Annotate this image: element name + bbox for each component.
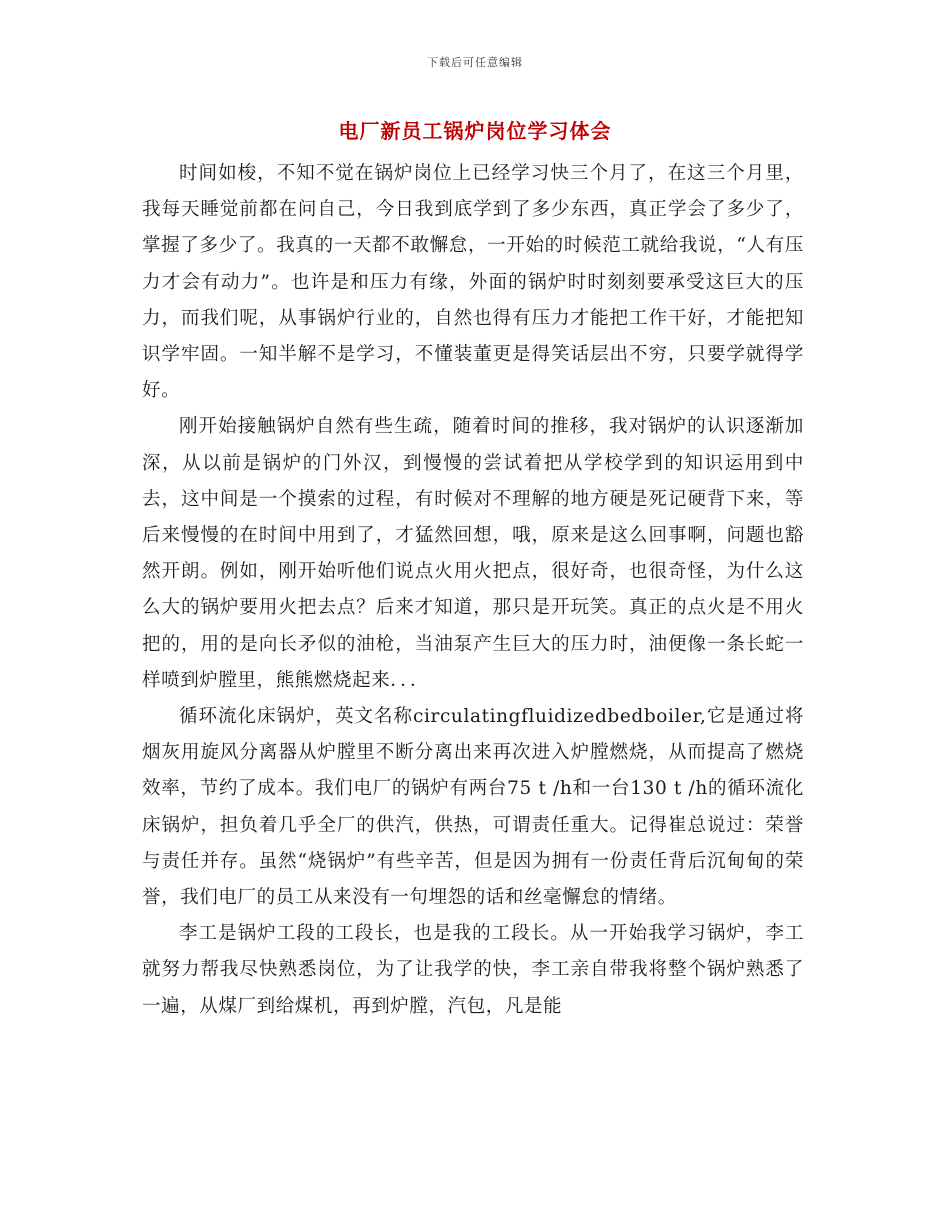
paragraph: 循环流化床锅炉，英文名称circulatingfluidizedbedboiler,它是通过将烟灰用旋风分离器从炉膛里不断分离出来再次进入炉膛燃烧，从而提高了燃烧效率，节约了成本。我们电厂的锅炉有两台75 t /h和一台130 t /h的循环流化床锅炉，担负着几乎全厂的供汽，供热，可谓责任重大。记得崔总说过：荣誉与责任并存。虽然“烧锅炉”有些辛苦，但是因为拥有一份责任背后沉甸甸的荣誉，我们电厂的员工从来没有一句埋怨的话和丝毫懈怠的情绪。 [142, 706, 804, 909]
paragraph: 刚开始接触锅炉自然有些生疏，随着时间的推移，我对锅炉的认识逐渐加深，从以前是锅炉的门外汉，到慢慢的尝试着把从学校学到的知识运用到中去，这中间是一个摸索的过程，有时候对不理解的地方硬是死记硬背下来，等后来慢慢的在时间中用到了，才猛然回想，哦，原来是这么回事啊，问题也豁然开朗。例如，刚开始听他们说点火用火把点，很好奇，也很奇怪，为什么这么大的锅炉要用火把去点？后来才知道，那只是开玩笑。真正的点火是不用火把的，用的是向长矛似的油枪，当油泵产生巨大的压力时，油便像一条长蛇一样喷到炉膛里，熊熊燃烧起来．．． [142, 416, 804, 691]
paragraph: 李工是锅炉工段的工段长，也是我的工段长。从一开始我学习锅炉，李工就努力帮我尽快熟悉岗位，为了让我学的快，李工亲自带我将整个锅炉熟悉了一遍，从煤厂到给煤机，再到炉膛，汽包，凡是能 [142, 923, 804, 1017]
document-title: 电厂新员工锅炉岗位学习体会 [338, 119, 612, 143]
page-header-note: 下载后可任意编辑 [427, 56, 523, 69]
paragraph: 时间如梭，不知不觉在锅炉岗位上已经学习快三个月了，在这三个月里，我每天睡觉前都在问自己，今日我到底学到了多少东西，真正学会了多少了，掌握了多少了。我真的一天都不敢懈怠，一开始的时候范工就给我说，“人有压力才会有动力”。也许是和压力有缘，外面的锅炉时时刻刻要承受这巨大的压力，而我们呢，从事锅炉行业的，自然也得有压力才能把工作干好，才能把知识学牢固。一知半解不是学习，不懂装董更是得笑话层出不穷，只要学就得学好。 [142, 163, 804, 402]
document-body [142, 156, 804, 1025]
